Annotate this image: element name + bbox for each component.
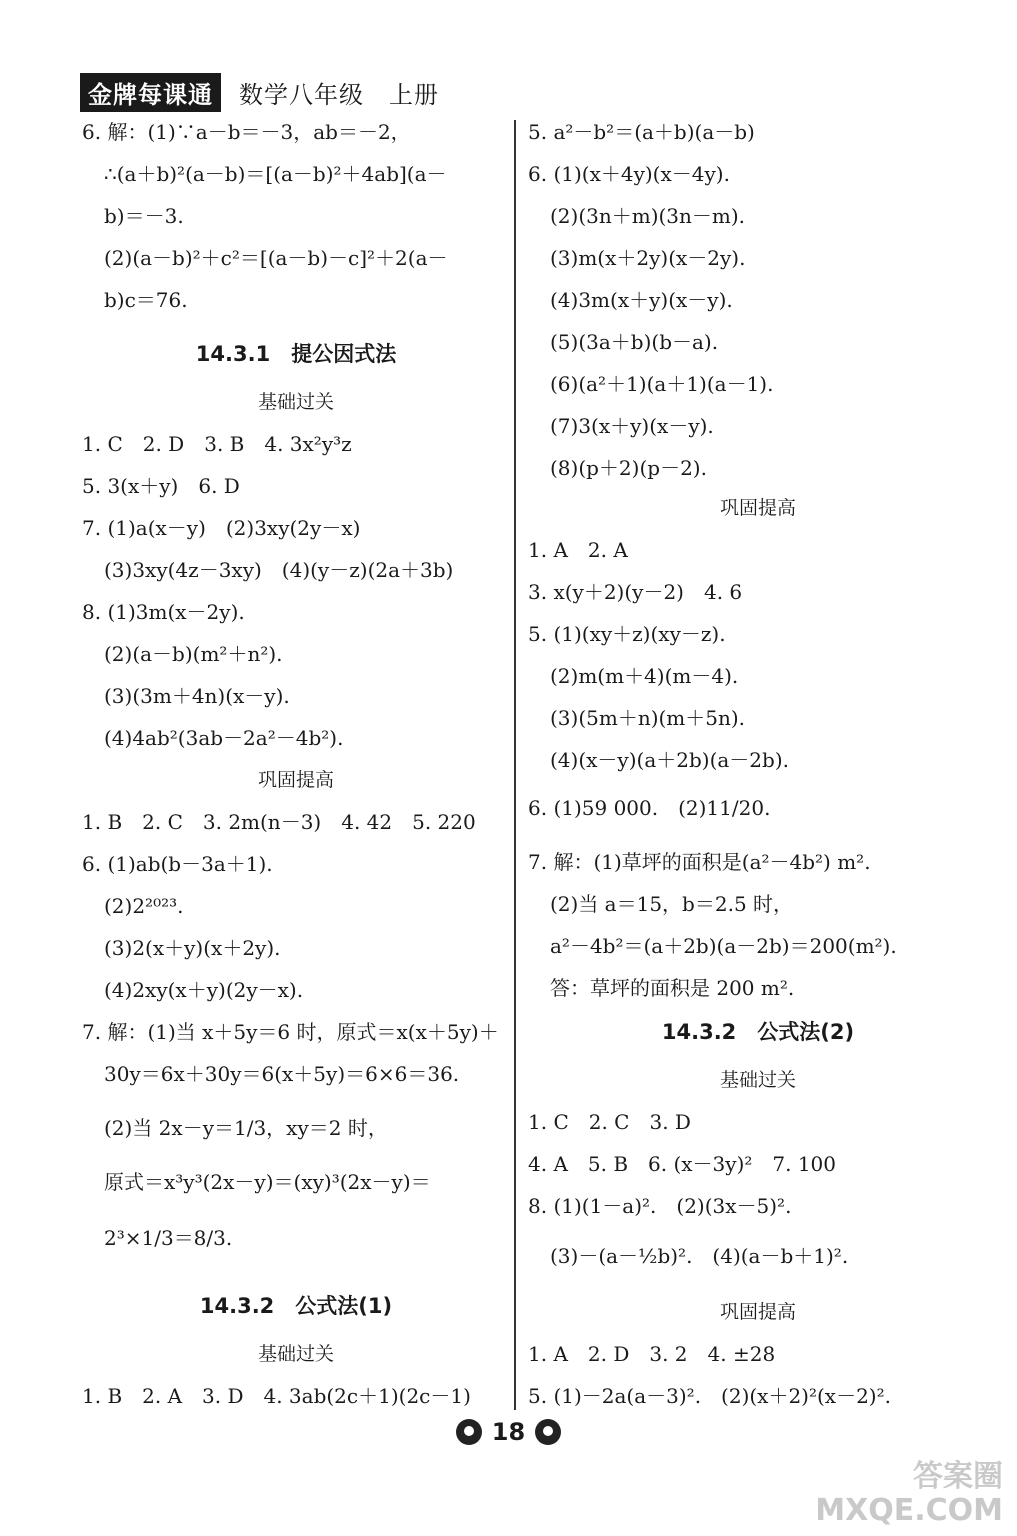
answer-line: (2)(3n＋m)(3n－m).: [550, 204, 746, 228]
section-title: 14.3.2 公式法(2): [661, 1020, 855, 1044]
answer-line: 7. 解：(1)草坪的面积是(a²－4b²) m².: [528, 850, 871, 874]
subsection-title: 基础过关: [719, 1069, 796, 1091]
answer-line: 5. a²－b²＝(a＋b)(a－b): [528, 120, 755, 144]
answer-line: (4)(x－y)(a＋2b)(a－2b).: [550, 748, 789, 772]
subsection-title: 巩固提高: [719, 497, 796, 519]
answer-line: (3)(3m＋4n)(x－y).: [104, 684, 290, 708]
answer-line: 答：草坪的面积是 200 m².: [550, 976, 795, 1000]
answer-line: ∴(a＋b)²(a－b)＝[(a－b)²＋4ab](a－: [104, 162, 447, 186]
column-divider: [514, 120, 516, 1410]
watermark-line: MXQE.COM: [815, 1493, 1003, 1528]
answer-line: 1. A 2. D 3. 2 4. ±28: [528, 1342, 776, 1366]
answer-line: (2)当 2x－y＝1/3，xy＝2 时，: [104, 1116, 388, 1140]
answer-line: (2)(a－b)²＋c²＝[(a－b)－c]²＋2(a－: [104, 246, 448, 270]
answer-line: 4. A 5. B 6. (x－3y)² 7. 100: [528, 1152, 836, 1176]
book-subject: 数学八年级 上册: [239, 80, 439, 109]
answer-line: (3)m(x＋2y)(x－2y).: [550, 246, 746, 270]
answer-line: 8. (1)3m(x－2y).: [82, 600, 245, 624]
answer-line: (2)m(m＋4)(m－4).: [550, 664, 739, 688]
answer-line: (7)3(x＋y)(x－y).: [550, 414, 714, 438]
answer-line: 6. (1)ab(b－3a＋1).: [82, 852, 273, 876]
answer-line: (4)3m(x＋y)(x－y).: [550, 288, 733, 312]
answer-line: 1. C 2. C 3. D: [528, 1110, 691, 1134]
subsection-title: 巩固提高: [257, 769, 334, 791]
answer-line: 1. B 2. C 3. 2m(n－3) 4. 42 5. 220: [82, 810, 476, 834]
watermark-line: 答案圈: [913, 1459, 1003, 1494]
answer-line: 1. C 2. D 3. B 4. 3x²y³z: [82, 432, 352, 456]
answer-line: (3)－(a－½b)². (4)(a－b＋1)².: [550, 1244, 849, 1268]
brand-label: 金牌每课通: [80, 73, 221, 112]
answer-line: 30y＝6x＋30y＝6(x＋5y)＝6×6＝36.: [104, 1062, 460, 1086]
answer-line: 5. (1)(xy＋z)(xy－z).: [528, 622, 726, 646]
subsection-title: 基础过关: [257, 1343, 334, 1365]
page-number: 18: [491, 1418, 526, 1446]
answer-line: (3)3xy(4z－3xy) (4)(y－z)(2a＋3b): [104, 558, 454, 582]
answer-line: (2)当 a＝15，b＝2.5 时，: [550, 892, 794, 916]
page-footer: [0, 1418, 1017, 1446]
section-title: 14.3.2 公式法(1): [199, 1294, 393, 1318]
answer-line: 7. (1)a(x－y) (2)3xy(2y－x): [82, 516, 361, 540]
answer-line: 5. (1)－2a(a－3)². (2)(x＋2)²(x－2)².: [528, 1384, 891, 1408]
flower-icon: [456, 1419, 482, 1445]
answer-line: (2)(a－b)(m²＋n²).: [104, 642, 283, 666]
answer-line: 8. (1)(1－a)². (2)(3x－5)².: [528, 1194, 792, 1218]
answer-line: (4)2xy(x＋y)(2y－x).: [104, 978, 304, 1002]
answer-line: (6)(a²＋1)(a＋1)(a－1).: [550, 372, 774, 396]
answer-line: b)＝－3.: [104, 204, 184, 228]
page-header: [80, 72, 439, 112]
watermark: [815, 1460, 1003, 1528]
answer-line: 2³×1/3＝8/3.: [104, 1226, 233, 1250]
answer-line: (8)(p＋2)(p－2).: [550, 456, 707, 480]
answer-line: 6. 解：(1)∵a－b＝－3，ab＝－2，: [82, 120, 411, 144]
answer-line: (2)2²⁰²³.: [104, 894, 184, 918]
answer-line: (3)2(x＋y)(x＋2y).: [104, 936, 281, 960]
section-title: 14.3.1 提公因式法: [195, 342, 397, 366]
subsection-title: 基础过关: [257, 391, 334, 413]
answer-line: (5)(3a＋b)(b－a).: [550, 330, 719, 354]
answer-line: 5. 3(x＋y) 6. D: [82, 474, 240, 498]
answer-line: 6. (1)(x＋4y)(x－4y).: [528, 162, 730, 186]
answer-line: (3)(5m＋n)(m＋5n).: [550, 706, 746, 730]
answer-line: 6. (1)59 000. (2)11/20.: [528, 796, 771, 820]
answer-line: 7. 解：(1)当 x＋5y＝6 时，原式＝x(x＋5y)＋: [82, 1020, 499, 1044]
answer-line: b)c＝76.: [104, 288, 188, 312]
answer-line: a²－4b²＝(a＋2b)(a－2b)＝200(m²).: [550, 934, 897, 958]
answer-line: 3. x(y＋2)(y－2) 4. 6: [528, 580, 743, 604]
subsection-title: 巩固提高: [719, 1301, 796, 1323]
flower-icon: [535, 1419, 561, 1445]
answer-line: 1. A 2. A: [528, 538, 628, 562]
answer-line: (4)4ab²(3ab－2a²－4b²).: [104, 726, 344, 750]
answer-line: 原式＝x³y³(2x－y)＝(xy)³(2x－y)＝: [104, 1170, 431, 1194]
answer-line: 1. B 2. A 3. D 4. 3ab(2c＋1)(2c－1): [82, 1384, 471, 1408]
